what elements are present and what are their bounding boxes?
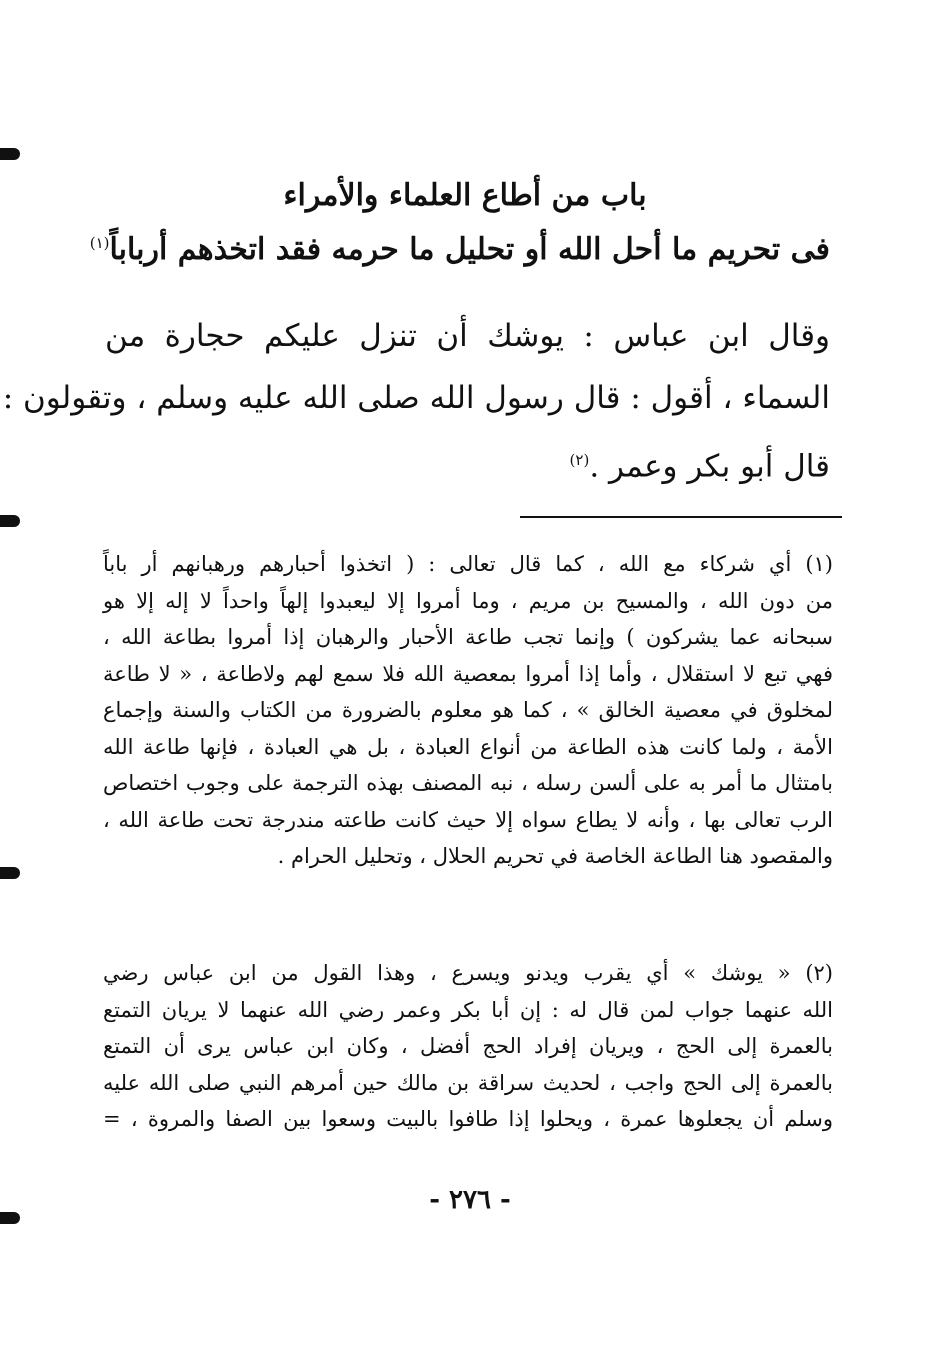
page-number: - ٢٧٦ -: [429, 1185, 511, 1215]
footnote-line: (١) أي شركاء مع الله ، كما قال تعالى : ( اتخذوا أحبارهم ورهبانهم أر باباً: [103, 552, 833, 576]
footnote-line: الله عنهما جواب لمن قال له : إن أبا بكر وعمر رضي الله عنهما لا يريان التمتع: [103, 997, 833, 1022]
scan-edge-mark: [0, 148, 20, 160]
chapter-subtitle: [89, 232, 830, 267]
footnote-line: الرب تعالى بها ، وأنه لا يطاع سواه إلا حيث كانت طاعته مندرجة تحت طاعة الله ،: [103, 807, 833, 832]
footnote-line: وسلم أن يجعلوها عمرة ، ويحلوا إذا طافوا بالبيت وسعوا بين الصفا والمروة ، =: [103, 1107, 833, 1131]
footnote-line: بالعمرة إلى الحج واجب ، لحديث سراقة بن مالك حين أمرهم النبي صلى الله عليه: [103, 1070, 833, 1095]
footnote-2: [103, 955, 833, 1138]
chapter-title: باب من أطاع العلماء والأمراء: [283, 178, 647, 213]
scan-edge-mark: [0, 867, 20, 879]
footnote-line: فهي تبع لا استقلال ، وأما إذا أمروا بمعصية الله فلا سمع لهم ولاطاعة ، « لا طاعة: [103, 661, 833, 686]
footnote-line: والمقصود هنا الطاعة الخاصة في تحريم الحلال ، وتحليل الحرام .: [277, 844, 833, 868]
footnote-mark-1: (١): [89, 234, 110, 252]
main-text-line-text: قال أبو بكر وعمر .: [589, 448, 830, 485]
main-text-line: السماء ، أقول : قال رسول الله صلى الله عليه وسلم ، وتقولون :: [2, 380, 830, 416]
footnote-line: من دون الله ، والمسيح بن مريم ، وما أمروا إلا ليعبدوا إلهاً واحداً لا إله إلا هو: [103, 588, 833, 613]
footnote-line: الأمة ، ولما كانت هذه الطاعة من أنواع العبادة ، بل هي العبادة ، فإنها طاعة الله: [103, 734, 833, 759]
footnote-mark-2: (٢): [569, 451, 590, 469]
main-text-line: وقال ابن عباس : يوشك أن تنزل عليكم حجارة من: [105, 318, 830, 354]
footnote-1: [103, 546, 833, 875]
footnote-divider: [520, 516, 842, 518]
main-text: [2, 305, 830, 497]
footnote-line: بالعمرة إلى الحج ، ويريان إفراد الحج أفضل ، وكان ابن عباس يرى أن التمتع: [103, 1034, 833, 1058]
main-text-line: [105, 429, 830, 497]
footnote-line: بامتثال ما أمر به على ألسن رسله ، نبه المصنف بهذه الترجمة على وجوب اختصاص: [103, 771, 833, 795]
footnote-line: (٢) « يوشك » أي يقرب ويدنو ويسرع ، وهذا القول من ابن عباس رضي: [103, 961, 833, 985]
footnote-line: لمخلوق في معصية الخالق » ، كما هو معلوم بالضرورة من الكتاب والسنة وإجماع: [103, 698, 833, 722]
chapter-subtitle-text: فى تحريم ما أحل الله أو تحليل ما حرمه فقد اتخذهم أرباباً: [109, 232, 830, 267]
scan-edge-mark: [0, 515, 20, 527]
footnote-line: سبحانه عما يشركون ) وإنما تجب طاعة الأحبار والرهبان إذا أمروا بطاعة الله ،: [103, 625, 833, 649]
scan-edge-mark: [0, 1212, 20, 1224]
